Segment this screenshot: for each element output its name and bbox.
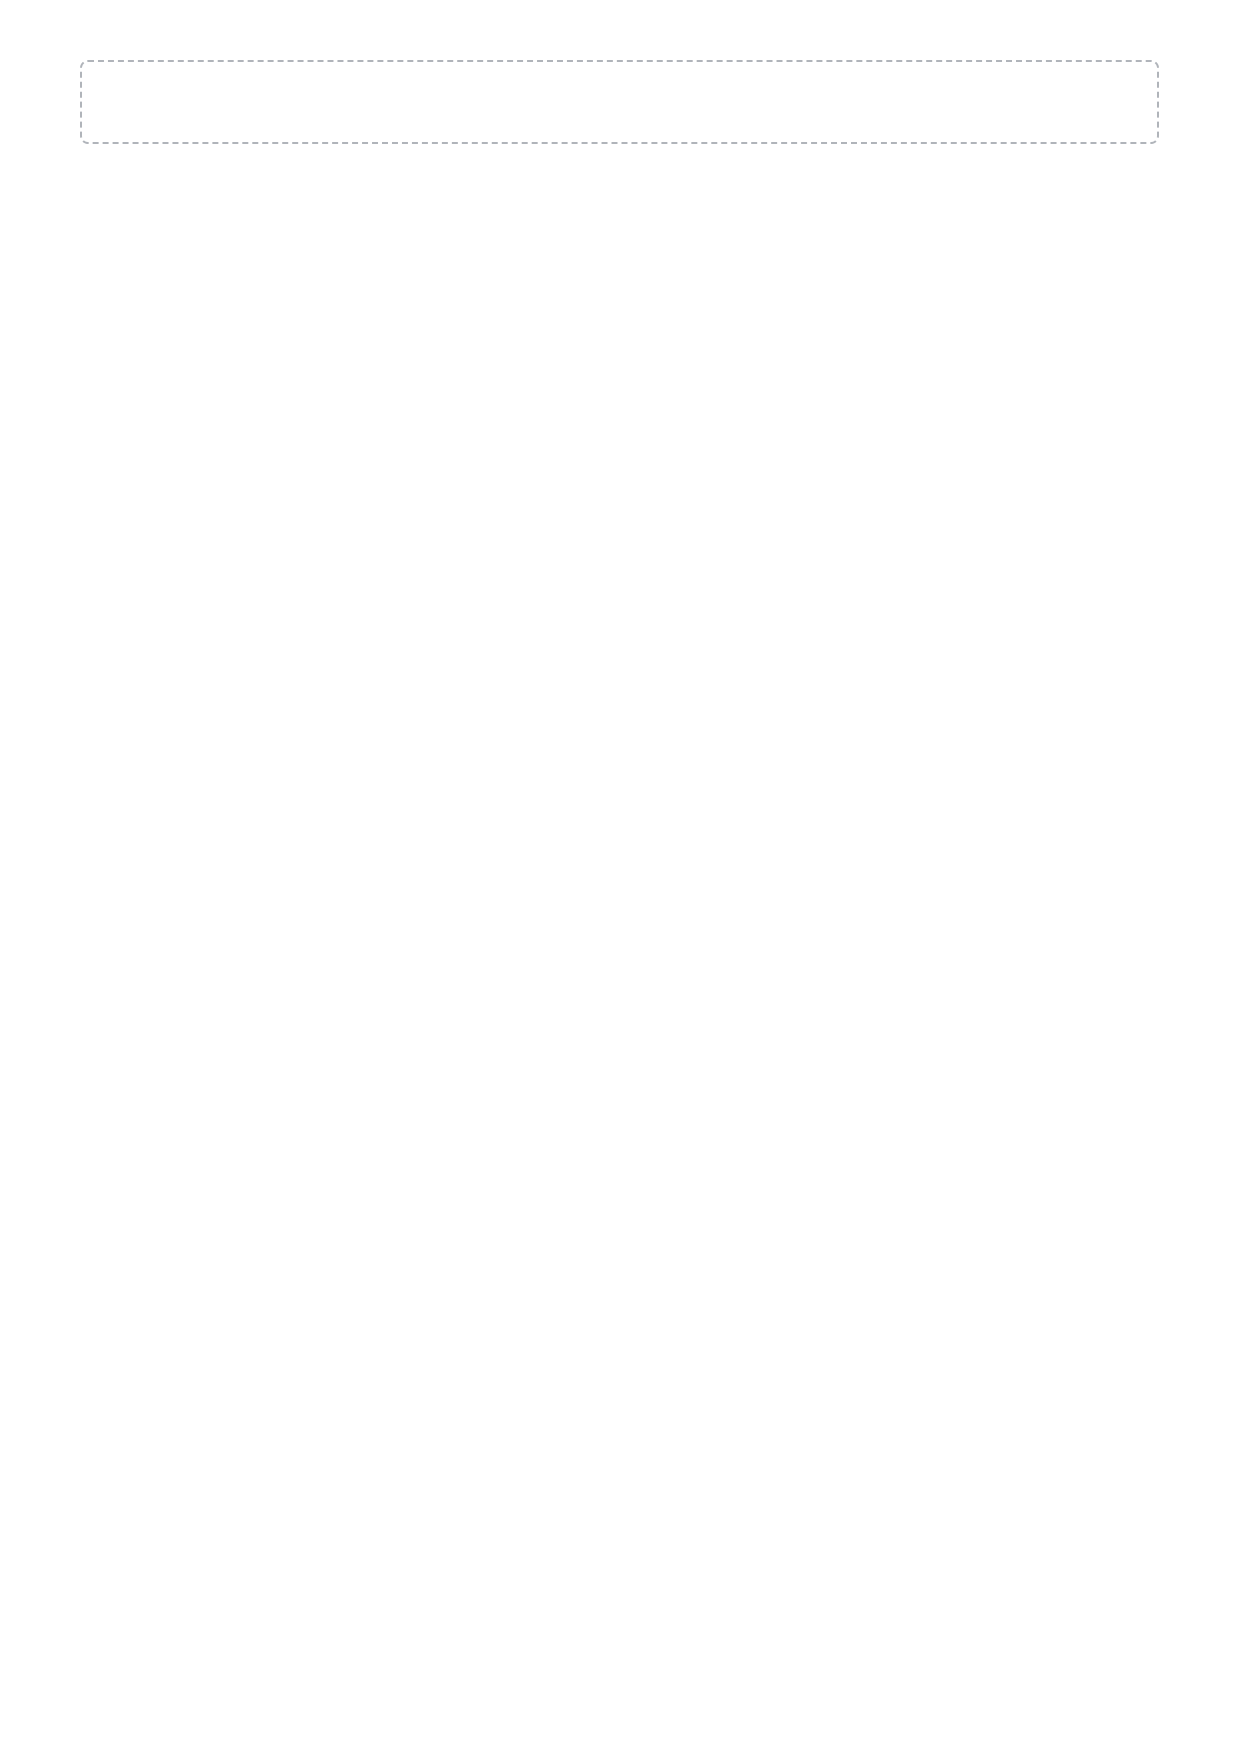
missing-image-placeholder — [80, 60, 1159, 144]
